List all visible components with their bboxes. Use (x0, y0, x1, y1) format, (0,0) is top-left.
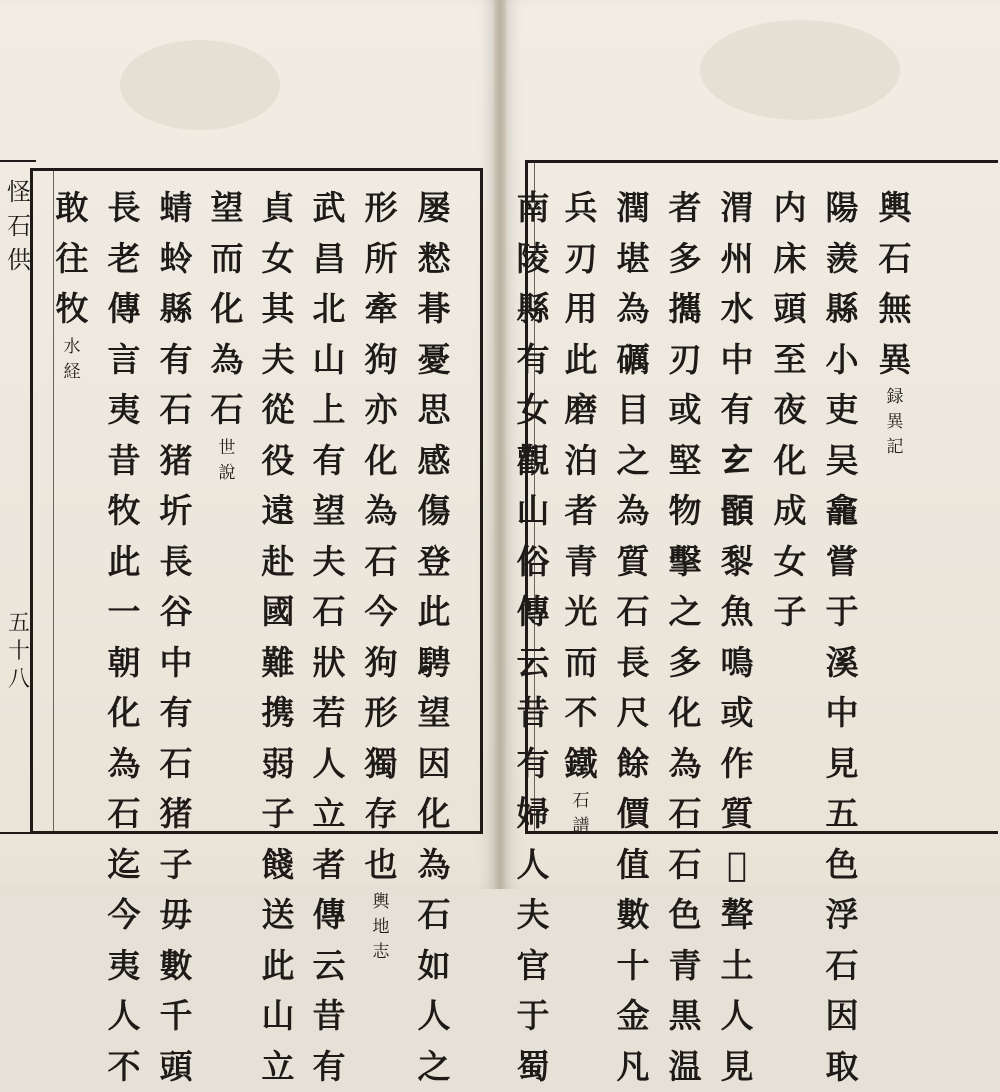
glyph: 色 (661, 890, 709, 941)
text-column (203, 183, 251, 486)
glyph: 十 (609, 941, 657, 992)
glyph: 牽 (357, 284, 405, 335)
text-column (713, 183, 761, 1092)
glyph: 夫 (254, 335, 302, 386)
glyph: 其 (254, 284, 302, 335)
glyph: 蛉 (152, 234, 200, 285)
glyph: 牧 (100, 486, 148, 537)
source-note: 地 (357, 915, 405, 940)
source-note: 譜 (557, 814, 605, 839)
glyph: 之 (609, 436, 657, 487)
text-column (509, 183, 557, 1092)
glyph: 頭 (152, 1042, 200, 1092)
glyph: 見 (713, 1042, 761, 1092)
glyph: 傳 (100, 284, 148, 335)
glyph: 為 (357, 486, 405, 537)
glyph: 存 (357, 789, 405, 840)
source-note: 経 (48, 360, 96, 385)
glyph: 不 (100, 1042, 148, 1092)
glyph: 有 (509, 739, 557, 790)
glyph: 石 (661, 840, 709, 891)
text-column (410, 183, 458, 1092)
glyph: 值 (609, 840, 657, 891)
glyph: 無 (871, 284, 919, 335)
glyph: 山 (305, 335, 353, 386)
glyph: 用 (557, 284, 605, 335)
glyph: 迄 (100, 840, 148, 891)
glyph: 化 (766, 436, 814, 487)
glyph: 朝 (100, 638, 148, 689)
glyph: 礪 (609, 335, 657, 386)
glyph: 千 (152, 991, 200, 1042)
glyph: 𩔉 (713, 486, 761, 537)
glyph: 石 (152, 385, 200, 436)
glyph: 于 (818, 587, 866, 638)
glyph: 磨 (557, 385, 605, 436)
glyph: 吏 (818, 385, 866, 436)
glyph: 石 (609, 587, 657, 638)
margin-title: 怪 石 供 (4, 175, 34, 277)
glyph: 北 (305, 284, 353, 335)
glyph: 土 (713, 941, 761, 992)
glyph: 人 (410, 991, 458, 1042)
source-note: 志 (357, 940, 405, 965)
glyph: 為 (661, 739, 709, 790)
glyph: 往 (48, 234, 96, 285)
glyph: 成 (766, 486, 814, 537)
glyph: 言 (100, 335, 148, 386)
page-number: 五 十 八 (4, 610, 34, 694)
glyph: 縣 (152, 284, 200, 335)
glyph: 亦 (357, 385, 405, 436)
glyph: 望 (305, 486, 353, 537)
glyph: 有 (509, 335, 557, 386)
glyph: 小 (818, 335, 866, 386)
glyph: 赴 (254, 537, 302, 588)
glyph: 夷 (100, 941, 148, 992)
glyph: 潤 (609, 183, 657, 234)
source-note: 水 (48, 335, 96, 360)
glyph: 國 (254, 587, 302, 638)
glyph: 為 (609, 284, 657, 335)
glyph: 化 (661, 688, 709, 739)
glyph: 餘 (609, 739, 657, 790)
glyph: 石 (871, 234, 919, 285)
glyph: 有 (713, 385, 761, 436)
glyph: 有 (152, 335, 200, 386)
glyph: 水 (713, 284, 761, 335)
glyph: 者 (661, 183, 709, 234)
text-column (609, 183, 657, 1092)
glyph: 石 (305, 587, 353, 638)
text-column (661, 183, 709, 1092)
glyph: 輿 (871, 183, 919, 234)
glyph: 此 (100, 537, 148, 588)
glyph: 餞 (254, 840, 302, 891)
glyph: 魚 (713, 587, 761, 638)
glyph: 南 (509, 183, 557, 234)
glyph: 今 (100, 890, 148, 941)
glyph: 頭 (766, 284, 814, 335)
glyph: 為 (410, 840, 458, 891)
glyph: 屡 (410, 183, 458, 234)
glyph: 官 (509, 941, 557, 992)
glyph: 傳 (305, 890, 353, 941)
glyph: 擊 (661, 537, 709, 588)
glyph: 温 (661, 1042, 709, 1092)
glyph: 蜻 (152, 183, 200, 234)
glyph: 石 (357, 537, 405, 588)
glyph: 或 (661, 385, 709, 436)
glyph: 遠 (254, 486, 302, 537)
glyph: 長 (152, 537, 200, 588)
glyph: 上 (305, 385, 353, 436)
glyph: 因 (410, 739, 458, 790)
text-column (357, 183, 405, 965)
glyph: 兵 (557, 183, 605, 234)
glyph: 有 (305, 1042, 353, 1092)
glyph: 昔 (100, 436, 148, 487)
glyph: 質 (713, 789, 761, 840)
glyph: 為 (609, 486, 657, 537)
glyph: 圻 (152, 486, 200, 537)
glyph: 夷 (100, 385, 148, 436)
glyph: 望 (410, 688, 458, 739)
glyph: 多 (661, 638, 709, 689)
source-note: 記 (871, 435, 919, 460)
text-column (818, 183, 866, 1092)
glyph: 石 (818, 941, 866, 992)
glyph: 尺 (609, 688, 657, 739)
glyph: 女 (766, 537, 814, 588)
glyph: 山 (509, 486, 557, 537)
glyph: 而 (203, 234, 251, 285)
glyph: 嘗 (818, 537, 866, 588)
glyph: 老 (100, 234, 148, 285)
glyph: 谷 (152, 587, 200, 638)
glyph: 𢹂 (661, 284, 709, 335)
glyph: 獨 (357, 739, 405, 790)
glyph: 俗 (509, 537, 557, 588)
glyph: 中 (818, 688, 866, 739)
glyph: 數 (152, 941, 200, 992)
glyph: 所 (357, 234, 405, 285)
glyph: 州 (713, 234, 761, 285)
glyph: 石 (661, 789, 709, 840)
glyph: 朞 (410, 284, 458, 335)
glyph: 慭 (410, 234, 458, 285)
paper-stain (120, 40, 280, 130)
glyph: 望 (203, 183, 251, 234)
glyph: 思 (410, 385, 458, 436)
glyph: 化 (100, 688, 148, 739)
glyph: 此 (410, 587, 458, 638)
glyph: 渭 (713, 183, 761, 234)
glyph: 于 (509, 991, 557, 1042)
glyph: 見 (818, 739, 866, 790)
glyph: 化 (357, 436, 405, 487)
glyph: 憂 (410, 335, 458, 386)
glyph: 也 (357, 840, 405, 891)
text-column (766, 183, 814, 638)
glyph: 狀 (305, 638, 353, 689)
glyph: 此 (557, 335, 605, 386)
glyph: 縣 (509, 284, 557, 335)
text-column (871, 183, 919, 460)
glyph: 昔 (305, 991, 353, 1042)
glyph: 内 (766, 183, 814, 234)
glyph: 從 (254, 385, 302, 436)
glyph: 女 (509, 385, 557, 436)
text-column (557, 183, 605, 839)
glyph: 色 (818, 840, 866, 891)
glyph: 感 (410, 436, 458, 487)
glyph: 狗 (357, 335, 405, 386)
glyph: 有 (305, 436, 353, 487)
glyph: 石 (100, 789, 148, 840)
glyph: 取 (818, 1042, 866, 1092)
glyph: 若 (305, 688, 353, 739)
glyph: 猪 (152, 789, 200, 840)
glyph: 云 (509, 638, 557, 689)
glyph: 形 (357, 688, 405, 739)
glyph: 價 (609, 789, 657, 840)
source-note: 輿 (357, 890, 405, 915)
glyph: 毋 (152, 890, 200, 941)
glyph: 𤣥 (713, 436, 761, 487)
text-column (254, 183, 302, 1092)
glyph: 五 (818, 789, 866, 840)
glyph: 子 (766, 587, 814, 638)
glyph: 青 (557, 537, 605, 588)
glyph: 貞 (254, 183, 302, 234)
glyph: 刃 (557, 234, 605, 285)
glyph: 長 (100, 183, 148, 234)
text-column (100, 183, 148, 1092)
text-column (152, 183, 200, 1092)
glyph: 者 (557, 486, 605, 537)
glyph: 武 (305, 183, 353, 234)
glyph: 金 (609, 991, 657, 1042)
glyph: 因 (818, 991, 866, 1042)
glyph: 多 (661, 234, 709, 285)
glyph: 化 (203, 284, 251, 335)
glyph: 牧 (48, 284, 96, 335)
glyph: 石 (152, 739, 200, 790)
glyph: 羨 (818, 234, 866, 285)
glyph: 光 (557, 587, 605, 638)
glyph: 昔 (509, 688, 557, 739)
book-gutter (494, 0, 506, 889)
glyph: 不 (557, 688, 605, 739)
glyph: 石 (203, 385, 251, 436)
glyph: 弱 (254, 739, 302, 790)
glyph: 携 (254, 688, 302, 739)
glyph: 立 (254, 1042, 302, 1092)
glyph: 浮 (818, 890, 866, 941)
glyph: 此 (254, 941, 302, 992)
glyph: 傷 (410, 486, 458, 537)
glyph: 觀 (509, 436, 557, 487)
glyph: 一 (100, 587, 148, 638)
glyph: 云 (305, 941, 353, 992)
glyph: 中 (713, 335, 761, 386)
glyph: 物 (661, 486, 709, 537)
glyph: 長 (609, 638, 657, 689)
glyph: 人 (509, 840, 557, 891)
glyph: 子 (254, 789, 302, 840)
source-note: 異 (871, 410, 919, 435)
glyph: 狗 (357, 638, 405, 689)
glyph: 床 (766, 234, 814, 285)
source-note: 世 (203, 436, 251, 461)
text-column (305, 183, 353, 1092)
source-note: 録 (871, 385, 919, 410)
glyph: 數 (609, 890, 657, 941)
glyph: 凡 (609, 1042, 657, 1092)
glyph: 夜 (766, 385, 814, 436)
glyph: 吴 (818, 436, 866, 487)
glyph: 異 (871, 335, 919, 386)
glyph: 立 (305, 789, 353, 840)
glyph: 泊 (557, 436, 605, 487)
glyph: 陽 (818, 183, 866, 234)
source-note: 說 (203, 461, 251, 486)
text-column (48, 183, 96, 385)
glyph: 堅 (661, 436, 709, 487)
glyph: 刃 (661, 335, 709, 386)
glyph: 中 (152, 638, 200, 689)
glyph: 龕 (818, 486, 866, 537)
glyph: 為 (100, 739, 148, 790)
glyph: 夫 (509, 890, 557, 941)
glyph: 子 (152, 840, 200, 891)
glyph: 而 (557, 638, 605, 689)
glyph: 形 (357, 183, 405, 234)
glyph: 陵 (509, 234, 557, 285)
glyph: 送 (254, 890, 302, 941)
glyph: 人 (305, 739, 353, 790)
glyph: 登 (410, 537, 458, 588)
glyph: 夫 (305, 537, 353, 588)
glyph: 黒 (661, 991, 709, 1042)
glyph: 質 (609, 537, 657, 588)
glyph: 化 (410, 789, 458, 840)
glyph: 鳴 (713, 638, 761, 689)
glyph: 猪 (152, 436, 200, 487)
glyph: 𩫒 (713, 840, 761, 891)
glyph: 溪 (818, 638, 866, 689)
glyph: 山 (254, 991, 302, 1042)
glyph: 聱 (713, 890, 761, 941)
glyph: 人 (100, 991, 148, 1042)
glyph: 石 (410, 890, 458, 941)
glyph: 之 (410, 1042, 458, 1092)
glyph: 役 (254, 436, 302, 487)
glyph: 蜀 (509, 1042, 557, 1092)
glyph: 至 (766, 335, 814, 386)
glyph: 傳 (509, 587, 557, 638)
paper-stain (700, 20, 900, 120)
glyph: 縣 (818, 284, 866, 335)
glyph: 騁 (410, 638, 458, 689)
glyph: 昌 (305, 234, 353, 285)
glyph: 鐵 (557, 739, 605, 790)
glyph: 今 (357, 587, 405, 638)
glyph: 人 (713, 991, 761, 1042)
glyph: 為 (203, 335, 251, 386)
glyph: 難 (254, 638, 302, 689)
glyph: 作 (713, 739, 761, 790)
source-note: 石 (557, 789, 605, 814)
glyph: 如 (410, 941, 458, 992)
glyph: 青 (661, 941, 709, 992)
glyph: 有 (152, 688, 200, 739)
glyph: 或 (713, 688, 761, 739)
glyph: 婦 (509, 789, 557, 840)
glyph: 𪏭 (713, 537, 761, 588)
glyph: 敢 (48, 183, 96, 234)
glyph: 目 (609, 385, 657, 436)
glyph: 堪 (609, 234, 657, 285)
glyph: 者 (305, 840, 353, 891)
glyph: 女 (254, 234, 302, 285)
glyph: 之 (661, 587, 709, 638)
